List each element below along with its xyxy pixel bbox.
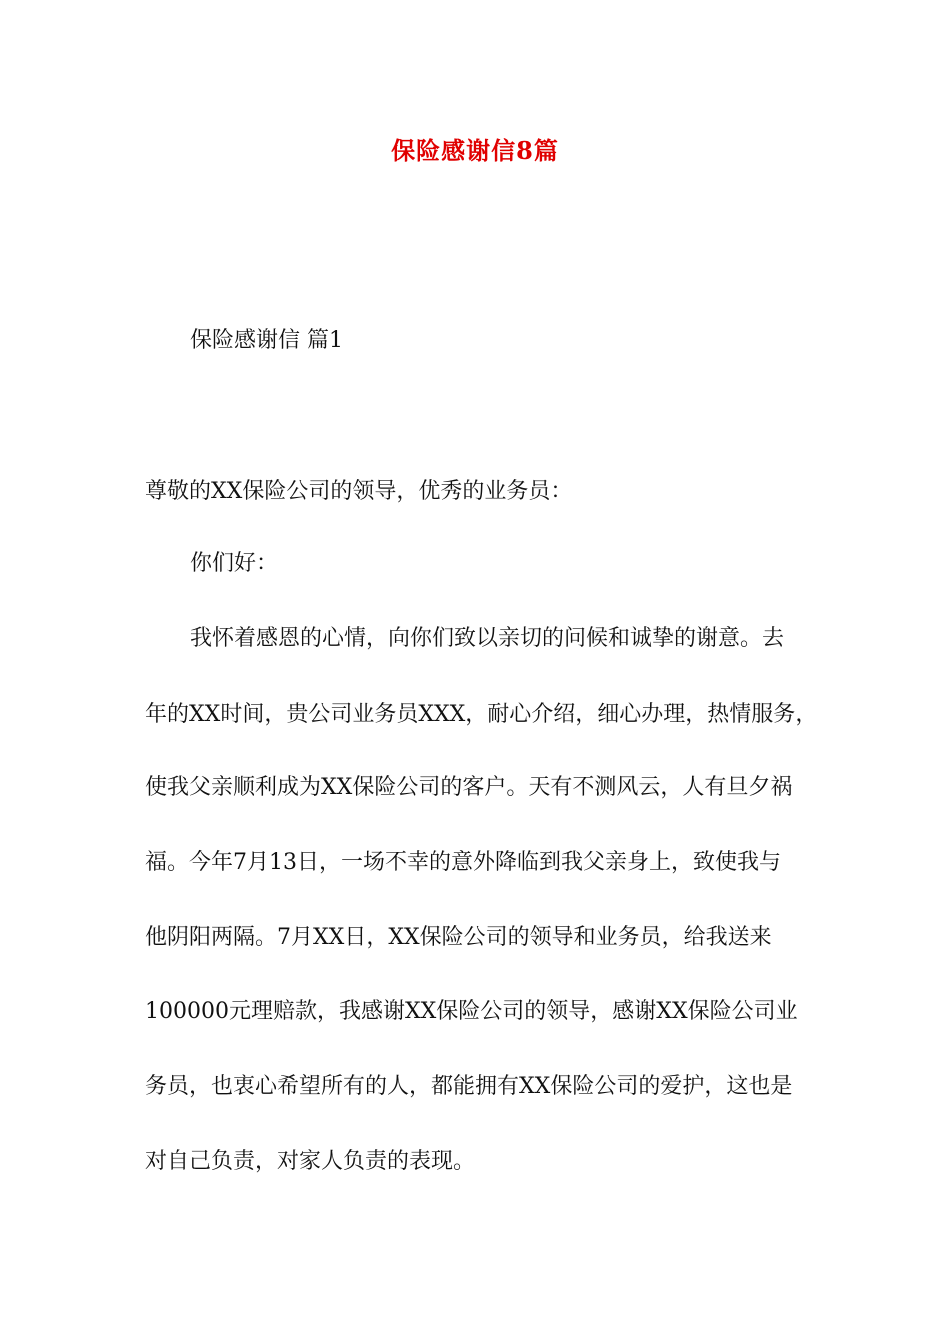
salutation: 尊敬的XX保险公司的领导，优秀的业务员： — [145, 479, 573, 504]
body-line: 他阴阳两隔。7月XX日，XX保险公司的领导和业务员，给我送来 — [145, 925, 772, 950]
body-line: 务员，也衷心希望所有的人，都能拥有XX保险公司的爱护，这也是 — [145, 1074, 793, 1099]
body-line: 年的XX时间，贵公司业务员XXX，耐心介绍，细心办理，热情服务， — [145, 702, 818, 727]
body-line: 对自己负责，对家人负责的表现。 — [145, 1149, 476, 1174]
body-line: 福。今年7月13日，一场不幸的意外降临到我父亲身上，致使我与 — [145, 850, 781, 875]
body-line: 100000元理赔款，我感谢XX保险公司的领导，感谢XX保险公司业 — [145, 999, 798, 1024]
section-heading: 保险感谢信 篇1 — [190, 328, 343, 353]
greeting: 你们好： — [190, 551, 279, 576]
body-line: 我怀着感恩的心情，向你们致以亲切的问候和诚挚的谢意。去 — [190, 626, 785, 651]
document-title: 保险感谢信8篇 — [391, 136, 559, 165]
body-line: 使我父亲顺利成为XX保险公司的客户。天有不测风云，人有旦夕祸 — [145, 775, 793, 800]
